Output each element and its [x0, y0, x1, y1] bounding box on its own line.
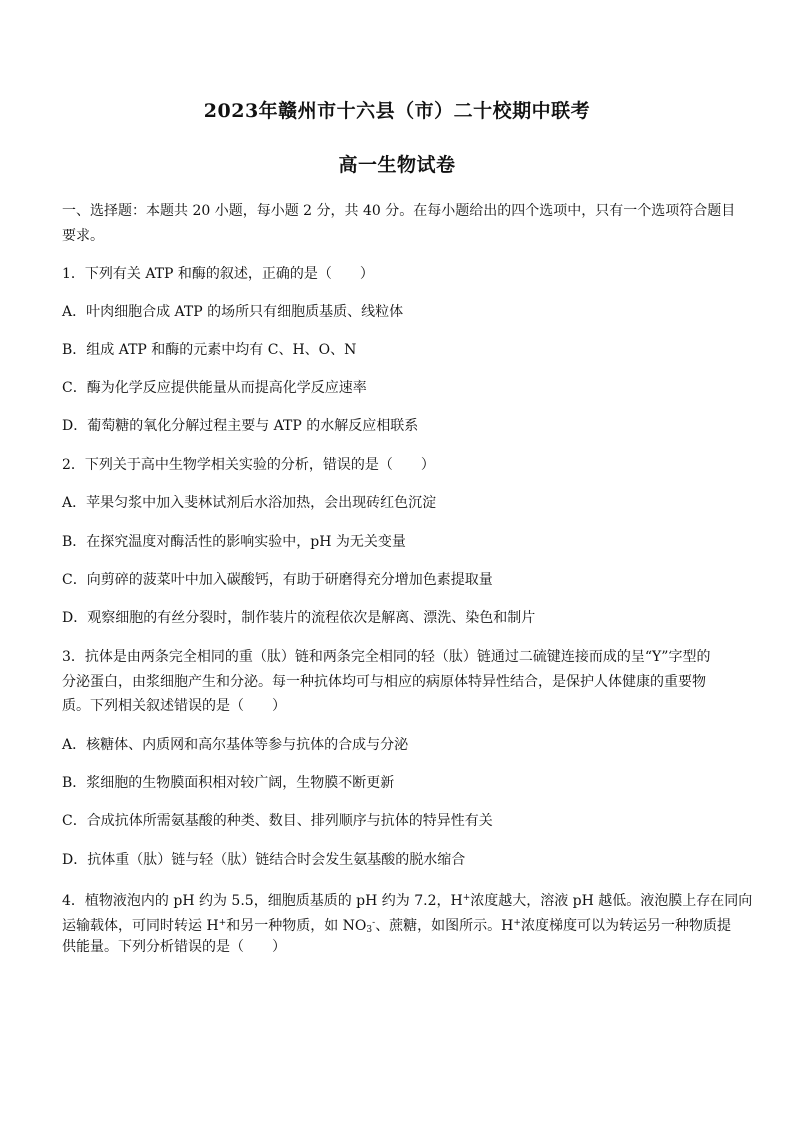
- q4-superscript: +: [218, 918, 227, 928]
- question-1-option-a: A．叶肉细胞合成 ATP 的场所只有细胞质基质、线粒体: [62, 304, 404, 320]
- question-3-option-b: B．浆细胞的生物膜面积相对较广阔，生物膜不断更新: [62, 775, 395, 791]
- question-1-stem: 1．下列有关 ATP 和酶的叙述，正确的是（ ）: [62, 266, 374, 282]
- q4-subscript: 3: [366, 925, 373, 935]
- q4-superscript: -: [372, 918, 376, 928]
- q4-text: 浓度梯度可以为转运另一种物质提: [520, 918, 731, 934]
- q4-text: 浓度越大，溶液 pH 越低。液泡膜上存在同向: [470, 893, 753, 909]
- question-3-option-a: A．核糖体、内质网和高尔基体等参与抗体的合成与分泌: [62, 737, 409, 753]
- question-3-stem-line-3: 质。下列相关叙述错误的是（ ）: [62, 698, 286, 714]
- q4-text: 、蔗糖，如图所示。H: [375, 918, 514, 934]
- question-3-option-c: C．合成抗体所需氨基酸的种类、数目、排列顺序与抗体的特异性有关: [62, 813, 493, 829]
- question-3-option-d: D．抗体重（肽）链与轻（肽）链结合时会发生氨基酸的脱水缩合: [62, 852, 466, 868]
- question-2-option-d: D．观察细胞的有丝分裂时，制作装片的流程依次是解离、漂洗、染色和制片: [62, 610, 536, 626]
- question-1-option-b: B．组成 ATP 和酶的元素中均有 C、H、O、N: [62, 342, 357, 358]
- q4-text: 4．植物液泡内的 pH 约为 5.5，细胞质基质的 pH 约为 7.2，H: [62, 893, 463, 909]
- section-instructions-cont: 要求。: [62, 228, 104, 244]
- question-3-stem-line-1: 3．抗体是由两条完全相同的重（肽）链和两条完全相同的轻（肽）链通过二硫键连接而成的呈“Y”字型的: [62, 649, 711, 665]
- question-4-stem-line-1: [62, 886, 753, 913]
- question-3-stem-line-2: 分泌蛋白，由浆细胞产生和分泌。每一种抗体均可与相应的病原体特异性结合，是保护人体健康的重要物: [62, 674, 706, 690]
- exam-subtitle: 高一生物试卷: [338, 154, 456, 176]
- question-1-option-c: C．酶为化学反应提供能量从而提高化学反应速率: [62, 380, 367, 396]
- question-2-option-a: A．苹果匀浆中加入斐林试剂后水浴加热，会出现砖红色沉淀: [62, 495, 437, 511]
- q4-text: 运输载体，可同时转运 H: [62, 918, 219, 934]
- question-2-option-b: B．在探究温度对酶活性的影响实验中，pH 为无关变量: [62, 534, 406, 550]
- exam-title: 2023年赣州市十六县（市）二十校期中联考: [203, 100, 591, 122]
- question-4-stem-line-3: 供能量。下列分析错误的是（ ）: [62, 939, 286, 955]
- q4-text: 和另一种物质，如 NO: [226, 918, 367, 934]
- q4-superscript: +: [462, 893, 471, 903]
- section-instructions: 一、选择题：本题共 20 小题，每小题 2 分，共 40 分。在每小题给出的四个选项中，只有一个选项符合题目: [62, 203, 736, 219]
- q4-superscript: +: [513, 918, 521, 928]
- question-1-option-d: D．葡萄糖的氧化分解过程主要与 ATP 的水解反应相联系: [62, 418, 419, 434]
- question-2-stem: 2．下列关于高中生物学相关实验的分析，错误的是（ ）: [62, 457, 435, 473]
- question-2-option-c: C．向剪碎的菠菜叶中加入碳酸钙，有助于研磨得充分增加色素提取量: [62, 572, 493, 588]
